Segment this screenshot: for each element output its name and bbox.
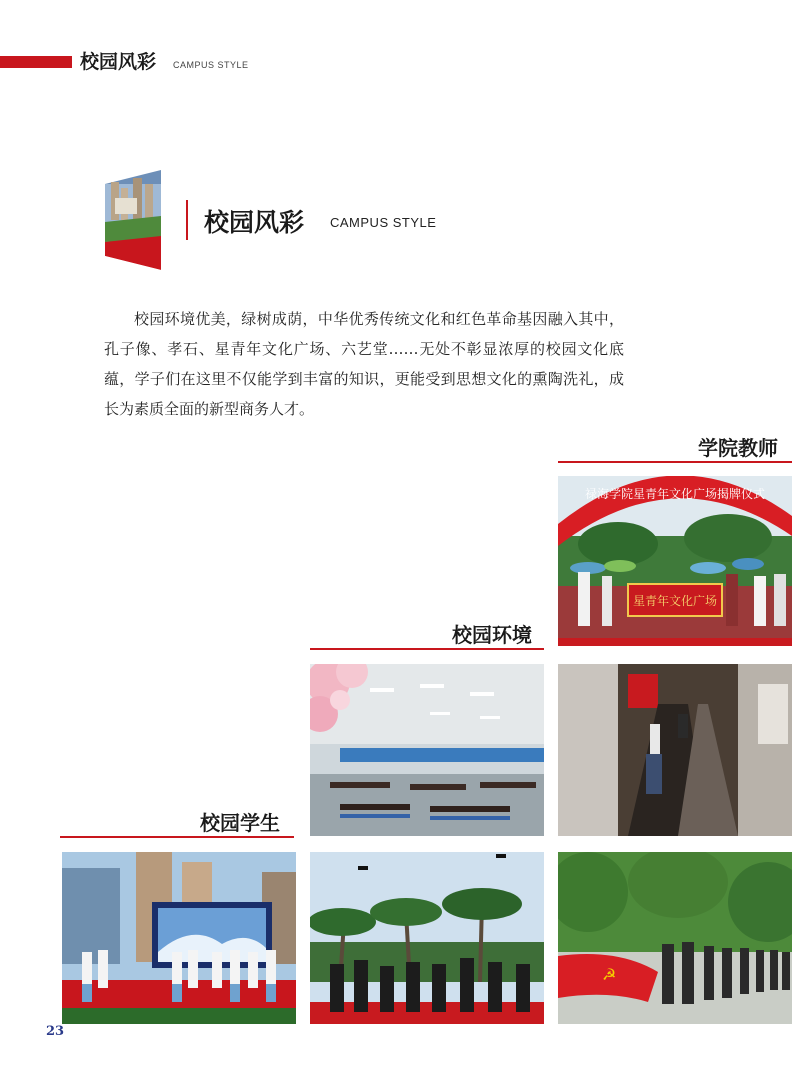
photo-flag-march: [558, 852, 792, 1024]
photo-escalator: [558, 664, 792, 836]
caption-environment-rule: [310, 648, 544, 650]
section-subtitle: CAMPUS STYLE: [330, 215, 437, 230]
photo-plaque-ceremony: [558, 476, 792, 646]
page-number: 23: [46, 1024, 65, 1039]
header-subtitle: CAMPUS STYLE: [173, 60, 249, 70]
caption-teachers-rule: [558, 461, 792, 463]
caption-environment: 校园环境: [452, 623, 532, 647]
photo-cafeteria: [310, 664, 544, 836]
section-divider: [186, 200, 188, 240]
photo-graduation: [310, 852, 544, 1024]
ceremony-plaque-text: 星青年文化广场: [632, 594, 718, 608]
caption-teachers: 学院教师: [698, 436, 778, 460]
svg-text:☭: ☭: [602, 965, 617, 984]
header-title: 校园风彩: [80, 51, 157, 73]
section-title: 校园风彩: [204, 208, 305, 237]
header-accent-bar: [0, 56, 72, 68]
intro-paragraph: 校园环境优美，绿树成荫，中华优秀传统文化和红色革命基因融入其中，孔子像、孝石、星青年文化广场、六艺堂……无处不彰显浓厚的校园文化底蕴，学子们在这里不仅能学到丰富的知识，更能受到思想文化的熏陶洗礼，成长为素质全面的新型商务人才。: [104, 310, 624, 418]
photo-stage-performance: [62, 852, 296, 1024]
ceremony-arch-text: 禄海学院星青年文化广场揭牌仪式: [584, 487, 766, 501]
caption-students-rule: [60, 836, 294, 838]
section-thumbnail: [105, 170, 161, 270]
caption-students: 校园学生: [200, 811, 280, 835]
